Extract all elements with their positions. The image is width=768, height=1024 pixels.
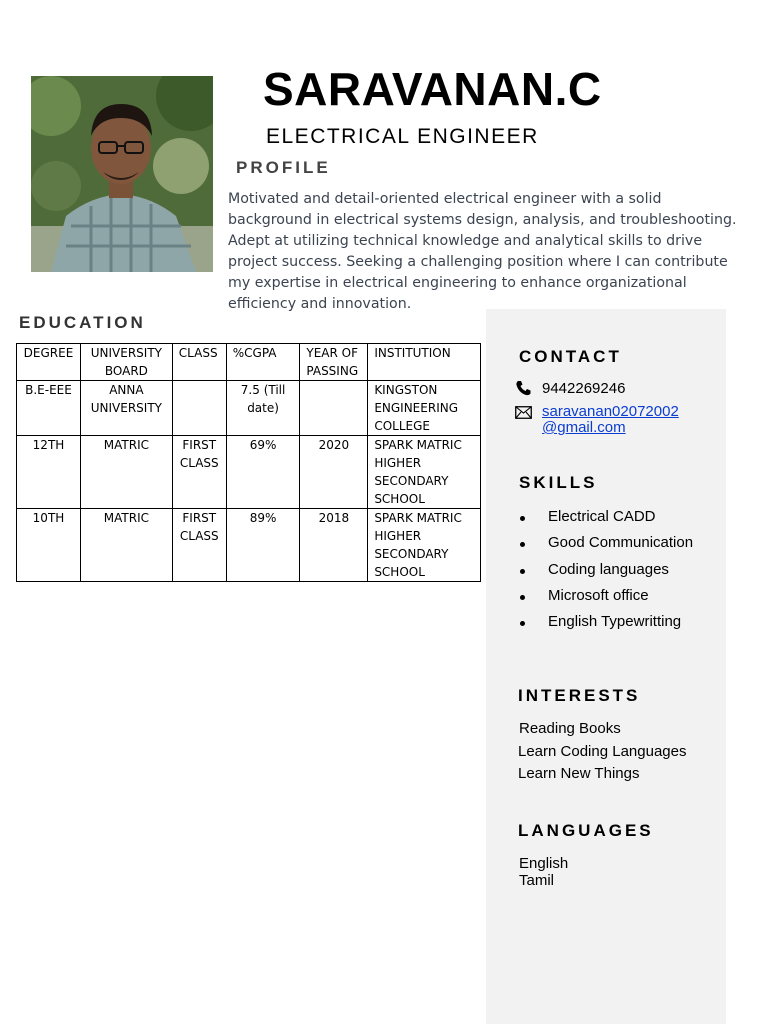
cell-year [300, 381, 368, 436]
phone-number: 9442269246 [542, 380, 626, 397]
cell-class: FIRST CLASS [172, 509, 226, 582]
job-title: ELECTRICAL ENGINEER [266, 125, 539, 148]
column-header-degree: DEGREE [17, 344, 81, 381]
cell-board: ANNA UNIVERSITY [80, 381, 172, 436]
cell-board: MATRIC [80, 436, 172, 509]
interests-heading: INTERESTS [518, 686, 641, 705]
cell-degree: 12TH [17, 436, 81, 509]
cell-class: FIRST CLASS [172, 436, 226, 509]
list-item: English Typewritting [518, 613, 693, 639]
email-link[interactable] [542, 404, 679, 436]
cell-institution: SPARK MATRIC HIGHER SECONDARY SCHOOL [368, 509, 481, 582]
column-header-cgpa: %CGPA [226, 344, 300, 381]
interest-item: Reading Books [519, 720, 621, 737]
cell-cgpa: 7.5 (Till date) [226, 381, 300, 436]
list-item: Electrical CADD [518, 508, 693, 534]
table-row [17, 381, 481, 436]
table-row [17, 509, 481, 582]
candidate-name: SARAVANAN.C [263, 63, 602, 115]
language-item: Tamil [519, 872, 555, 889]
envelope-icon [515, 404, 533, 423]
profile-summary: Motivated and detail-oriented electrical engineer with a solid background in electrical systems design, analysis, and troubleshooting. Adept at utilizing technical knowledge and analytical skills to drive project success. Seeking a challenging position where I can contribute my expertise in electrical engineering to enhance organizational efficiency and innovation. [228, 191, 737, 312]
cell-cgpa: 89% [226, 509, 300, 582]
column-header-institution: INSTITUTION [368, 344, 481, 381]
table-row [17, 436, 481, 509]
education-table [16, 343, 481, 582]
person-photo-illustration [31, 76, 213, 272]
cell-degree: 10TH [17, 509, 81, 582]
phone-icon [515, 380, 533, 400]
list-item: Good Communication [518, 534, 693, 560]
cell-institution: SPARK MATRIC HIGHER SECONDARY SCHOOL [368, 436, 481, 509]
column-header-class: CLASS [172, 344, 226, 381]
skills-list [518, 508, 693, 639]
cell-institution: KINGSTON ENGINEERING COLLEGE [368, 381, 481, 436]
email-line-2: @gmail.com [542, 419, 626, 436]
profile-heading: PROFILE [236, 158, 331, 177]
languages-heading: LANGUAGES [518, 821, 654, 840]
cell-year: 2018 [300, 509, 368, 582]
interest-item: Learn Coding Languages [518, 743, 687, 760]
interest-item: Learn New Things [518, 765, 640, 782]
column-header-board: UNIVERSITY BOARD [80, 344, 172, 381]
contact-heading: CONTACT [519, 347, 622, 366]
cell-degree: B.E-EEE [17, 381, 81, 436]
cell-board: MATRIC [80, 509, 172, 582]
email-line-1: saravanan02072002 [542, 403, 679, 420]
education-heading: EDUCATION [19, 313, 146, 332]
column-header-year: YEAR OF PASSING [300, 344, 368, 381]
list-item: Coding languages [518, 561, 693, 587]
cell-year: 2020 [300, 436, 368, 509]
skills-heading: SKILLS [519, 473, 598, 492]
cell-cgpa: 69% [226, 436, 300, 509]
profile-photo [31, 76, 213, 272]
table-header-row [17, 344, 481, 381]
list-item: Microsoft office [518, 587, 693, 613]
cell-class [172, 381, 226, 436]
language-item: English [519, 855, 569, 872]
